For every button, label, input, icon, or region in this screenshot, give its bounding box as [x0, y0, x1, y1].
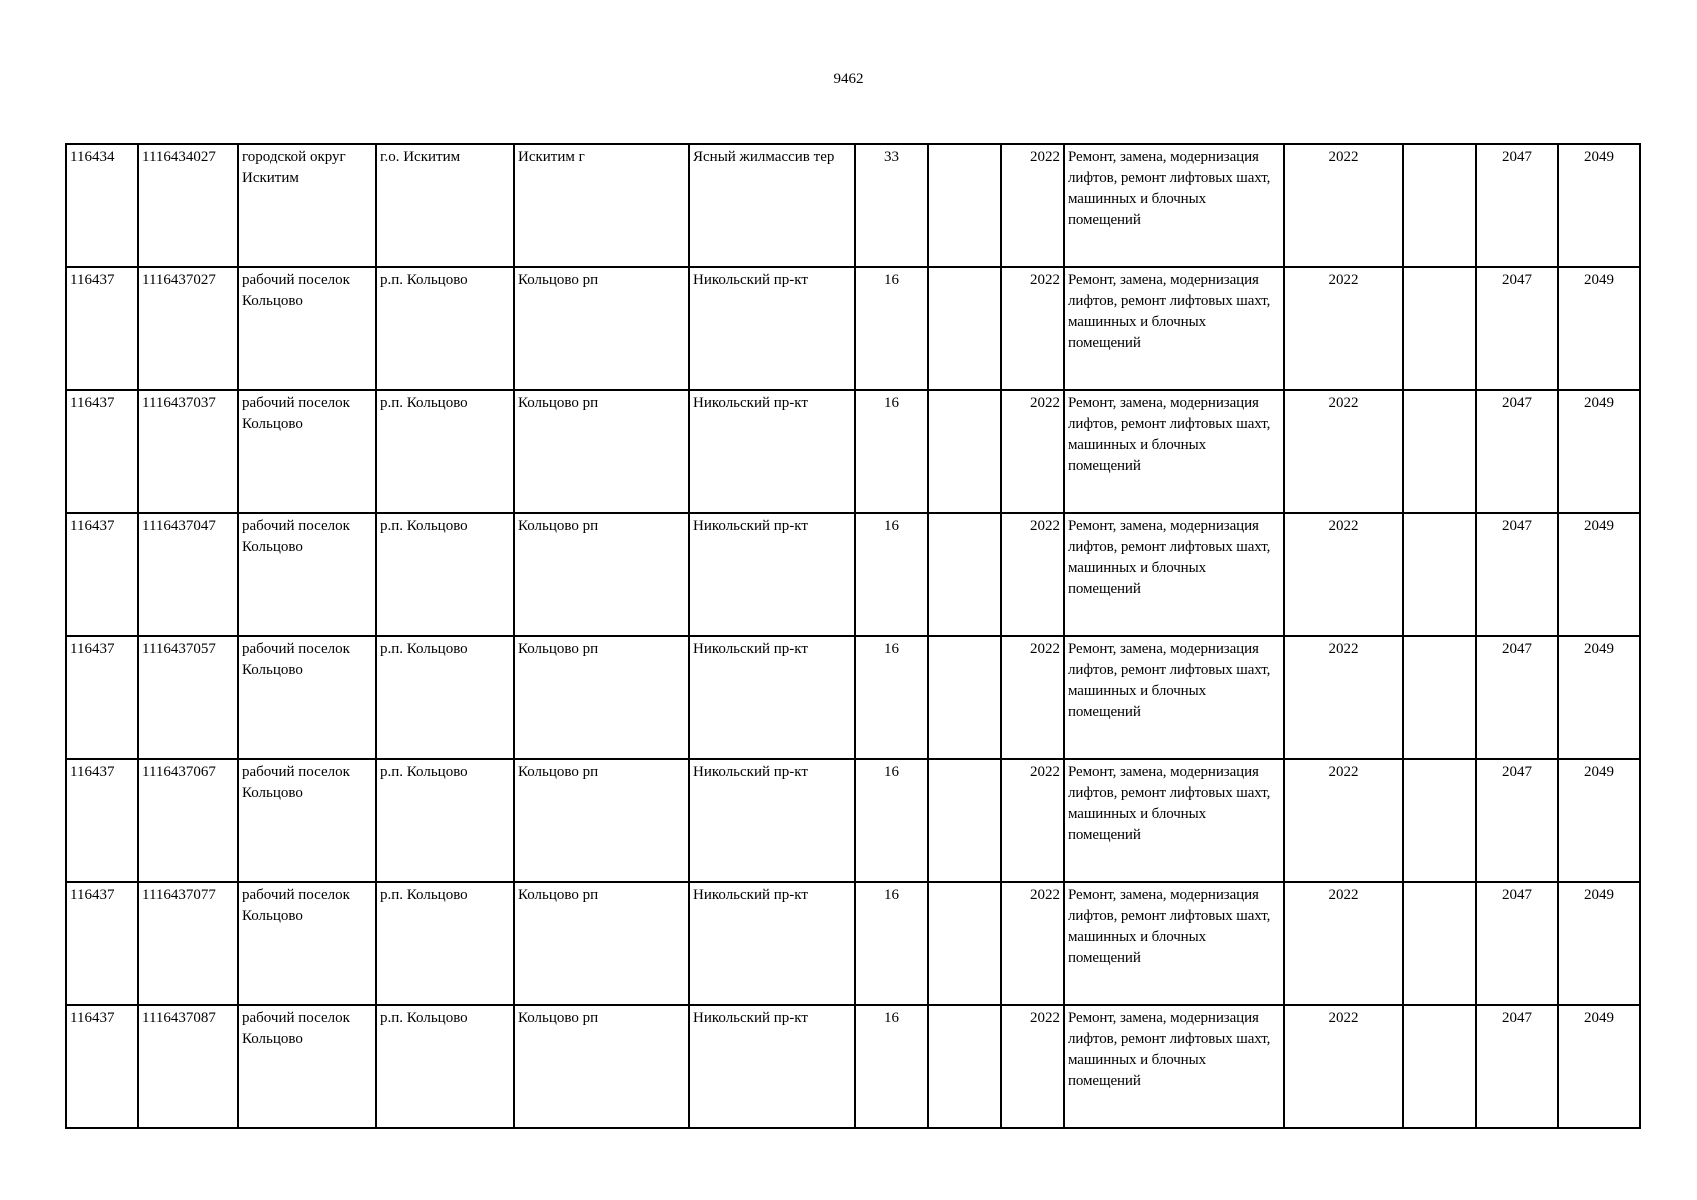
year4-cell: 2049 [1558, 144, 1640, 267]
table-row [66, 882, 1640, 1005]
empty2-cell [1403, 636, 1476, 759]
year2-cell: 2022 [1284, 144, 1403, 267]
street-cell: Никольский пр-кт [689, 759, 855, 882]
street-cell: Никольский пр-кт [689, 882, 855, 1005]
settlement-cell: Кольцово рп [514, 1005, 689, 1128]
house-cell: 16 [855, 882, 928, 1005]
year4-cell: 2049 [1558, 636, 1640, 759]
row-code-cell: 1116437027 [138, 267, 238, 390]
district-cell: г.о. Искитим [376, 144, 514, 267]
district-cell: р.п. Кольцово [376, 882, 514, 1005]
house-cell: 16 [855, 1005, 928, 1128]
row-code-cell: 1116437047 [138, 513, 238, 636]
empty2-cell [1403, 513, 1476, 636]
year1-cell: 2022 [1001, 144, 1064, 267]
year4-cell: 2049 [1558, 390, 1640, 513]
house-cell: 16 [855, 267, 928, 390]
municipality-cell: городской округ Искитим [238, 144, 376, 267]
year3-cell: 2047 [1476, 882, 1558, 1005]
year1-cell: 2022 [1001, 759, 1064, 882]
row-id-cell: 116437 [66, 636, 138, 759]
row-id-cell: 116437 [66, 513, 138, 636]
register-table [65, 143, 1641, 1129]
district-cell: р.п. Кольцово [376, 759, 514, 882]
municipality-cell: рабочий поселок Кольцово [238, 1005, 376, 1128]
street-cell: Ясный жилмассив тер [689, 144, 855, 267]
extra-cell [928, 636, 1001, 759]
settlement-cell: Кольцово рп [514, 267, 689, 390]
year1-cell: 2022 [1001, 390, 1064, 513]
extra-cell [928, 144, 1001, 267]
table-row [66, 759, 1640, 882]
street-cell: Никольский пр-кт [689, 513, 855, 636]
table-row [66, 1005, 1640, 1128]
register-body [66, 144, 1640, 1128]
work-description-cell: Ремонт, замена, модернизация лифтов, ремонт лифтовых шахт, машинных и блочных помещений [1064, 144, 1284, 267]
work-description-cell: Ремонт, замена, модернизация лифтов, ремонт лифтовых шахт, машинных и блочных помещений [1064, 882, 1284, 1005]
row-code-cell: 1116437057 [138, 636, 238, 759]
district-cell: р.п. Кольцово [376, 1005, 514, 1128]
settlement-cell: Кольцово рп [514, 513, 689, 636]
row-code-cell: 1116434027 [138, 144, 238, 267]
year4-cell: 2049 [1558, 513, 1640, 636]
extra-cell [928, 759, 1001, 882]
extra-cell [928, 390, 1001, 513]
extra-cell [928, 513, 1001, 636]
year1-cell: 2022 [1001, 513, 1064, 636]
year2-cell: 2022 [1284, 636, 1403, 759]
house-cell: 16 [855, 513, 928, 636]
street-cell: Никольский пр-кт [689, 636, 855, 759]
table-row [66, 636, 1640, 759]
work-description-cell: Ремонт, замена, модернизация лифтов, ремонт лифтовых шахт, машинных и блочных помещений [1064, 759, 1284, 882]
year3-cell: 2047 [1476, 513, 1558, 636]
row-code-cell: 1116437087 [138, 1005, 238, 1128]
year3-cell: 2047 [1476, 390, 1558, 513]
work-description-cell: Ремонт, замена, модернизация лифтов, ремонт лифтовых шахт, машинных и блочных помещений [1064, 390, 1284, 513]
year1-cell: 2022 [1001, 267, 1064, 390]
settlement-cell: Искитим г [514, 144, 689, 267]
settlement-cell: Кольцово рп [514, 759, 689, 882]
year2-cell: 2022 [1284, 1005, 1403, 1128]
page-number: 9462 [833, 71, 864, 87]
municipality-cell: рабочий поселок Кольцово [238, 267, 376, 390]
municipality-cell: рабочий поселок Кольцово [238, 390, 376, 513]
municipality-cell: рабочий поселок Кольцово [238, 513, 376, 636]
work-description-cell: Ремонт, замена, модернизация лифтов, ремонт лифтовых шахт, машинных и блочных помещений [1064, 267, 1284, 390]
empty2-cell [1403, 267, 1476, 390]
row-code-cell: 1116437067 [138, 759, 238, 882]
year3-cell: 2047 [1476, 759, 1558, 882]
municipality-cell: рабочий поселок Кольцово [238, 759, 376, 882]
year4-cell: 2049 [1558, 882, 1640, 1005]
house-cell: 16 [855, 636, 928, 759]
table-row [66, 390, 1640, 513]
row-id-cell: 116437 [66, 1005, 138, 1128]
street-cell: Никольский пр-кт [689, 1005, 855, 1128]
year3-cell: 2047 [1476, 1005, 1558, 1128]
row-id-cell: 116437 [66, 882, 138, 1005]
municipality-cell: рабочий поселок Кольцово [238, 636, 376, 759]
row-code-cell: 1116437037 [138, 390, 238, 513]
year2-cell: 2022 [1284, 513, 1403, 636]
row-code-cell: 1116437077 [138, 882, 238, 1005]
year2-cell: 2022 [1284, 390, 1403, 513]
year3-cell: 2047 [1476, 636, 1558, 759]
table-row [66, 267, 1640, 390]
year4-cell: 2049 [1558, 759, 1640, 882]
extra-cell [928, 267, 1001, 390]
row-id-cell: 116437 [66, 390, 138, 513]
work-description-cell: Ремонт, замена, модернизация лифтов, ремонт лифтовых шахт, машинных и блочных помещений [1064, 636, 1284, 759]
settlement-cell: Кольцово рп [514, 636, 689, 759]
district-cell: р.п. Кольцово [376, 390, 514, 513]
empty2-cell [1403, 1005, 1476, 1128]
house-cell: 33 [855, 144, 928, 267]
house-cell: 16 [855, 390, 928, 513]
extra-cell [928, 882, 1001, 1005]
house-cell: 16 [855, 759, 928, 882]
settlement-cell: Кольцово рп [514, 390, 689, 513]
year1-cell: 2022 [1001, 636, 1064, 759]
empty2-cell [1403, 759, 1476, 882]
empty2-cell [1403, 882, 1476, 1005]
work-description-cell: Ремонт, замена, модернизация лифтов, ремонт лифтовых шахт, машинных и блочных помещений [1064, 1005, 1284, 1128]
empty2-cell [1403, 144, 1476, 267]
year3-cell: 2047 [1476, 267, 1558, 390]
table-row [66, 144, 1640, 267]
year2-cell: 2022 [1284, 759, 1403, 882]
year2-cell: 2022 [1284, 267, 1403, 390]
empty2-cell [1403, 390, 1476, 513]
district-cell: р.п. Кольцово [376, 267, 514, 390]
table-row [66, 513, 1640, 636]
municipality-cell: рабочий поселок Кольцово [238, 882, 376, 1005]
street-cell: Никольский пр-кт [689, 390, 855, 513]
row-id-cell: 116437 [66, 267, 138, 390]
year1-cell: 2022 [1001, 882, 1064, 1005]
row-id-cell: 116434 [66, 144, 138, 267]
settlement-cell: Кольцово рп [514, 882, 689, 1005]
year4-cell: 2049 [1558, 1005, 1640, 1128]
year3-cell: 2047 [1476, 144, 1558, 267]
district-cell: р.п. Кольцово [376, 636, 514, 759]
street-cell: Никольский пр-кт [689, 267, 855, 390]
extra-cell [928, 1005, 1001, 1128]
year1-cell: 2022 [1001, 1005, 1064, 1128]
district-cell: р.п. Кольцово [376, 513, 514, 636]
row-id-cell: 116437 [66, 759, 138, 882]
year2-cell: 2022 [1284, 882, 1403, 1005]
year4-cell: 2049 [1558, 267, 1640, 390]
work-description-cell: Ремонт, замена, модернизация лифтов, ремонт лифтовых шахт, машинных и блочных помещений [1064, 513, 1284, 636]
